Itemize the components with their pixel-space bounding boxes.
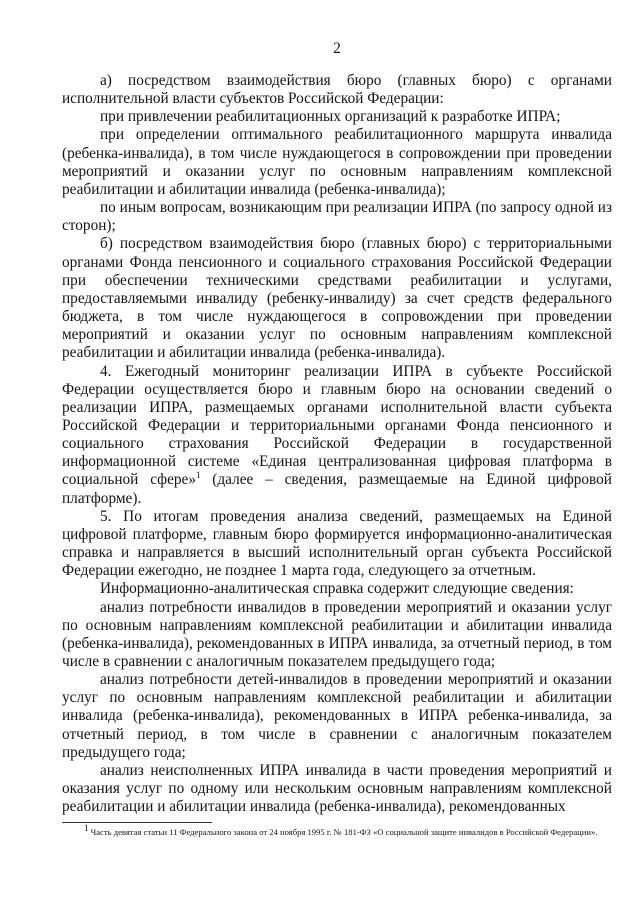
footnote bbox=[62, 823, 612, 838]
paragraph-3a-item-3: по иным вопросам, возникающим при реализации ИПРА (по запросу одной из сторон); bbox=[62, 199, 612, 235]
paragraph-report-contents: Информационно-аналитическая справка содержит следующие сведения: bbox=[100, 580, 574, 598]
page-number: 2 bbox=[333, 40, 341, 57]
paragraph-3a-intro: а) посредством взаимодействия бюро (главных бюро) с органами исполнительной власти субъектов Российской Федерации: bbox=[62, 72, 612, 108]
paragraph-analysis-adults: анализ потребности инвалидов в проведении мероприятий и оказании услуг по основным направлениям комплексной реабилитации и абилитации инвалида (ребенка-инвалида), рекомендованных в ИПРА инвалида, за отчетный период, в том числе в сравнении с аналогичным показателем предыдущего года; bbox=[62, 598, 612, 670]
paragraph-3a-item-1: при привлечении реабилитационных организаций к разработке ИПРА; bbox=[100, 108, 561, 126]
paragraph-3a-item-2: при определении оптимального реабилитационного маршрута инвалида (ребенка-инвалида), в том числе нуждающегося в сопровождении при проведении мероприятий и оказании услуг по основным направлениям комплексной реабилитации и абилитации инвалида (ребенка-инвалида); bbox=[62, 126, 612, 198]
paragraph-3b: б) посредством взаимодействия бюро (главных бюро) с территориальными органами Фонда пенсионного и социального страхования Российской Федерации при обеспечении техническими средствами реабилитации и услугами, предоставляемыми инвалиду (ребенку-инвалиду) за счет средств федерального бюджета, в том числе нуждающегося в сопровождении при проведении мероприятий и оказании услуг по основным направлениям комплексной реабилитации и абилитации инвалида (ребенка-инвалида). bbox=[62, 235, 612, 362]
footnote-text: Часть девятая статьи 11 Федерального закона от 24 ноября 1995 г. № 181-ФЗ «О социальной защите инвалидов в Российской Федерации». bbox=[90, 827, 598, 837]
paragraph-analysis-children: анализ потребности детей-инвалидов в проведении мероприятий и оказании услуг по основным направлениям комплексной реабилитации и абилитации инвалида (ребенка-инвалида), рекомендованных в ИПРА ребенка-инвалида, за отчетный период, в том числе в сравнении с аналогичным показателем предыдущего года; bbox=[62, 671, 612, 761]
footnote-marker: 1 bbox=[84, 823, 89, 834]
paragraph-4-text: 4. Ежегодный мониторинг реализации ИПРА в субъекте Российской Федерации осуществляется бюро и главным бюро на основании сведений о реализации ИПРА, размещаемых органами исполнительной власти субъекта Российской Федерации и территориальными органами Фонда пенсионного и социального страхования Российской Федерации в государственной информационной системе «Единая централизованная цифровая платформа в социальной сфере» bbox=[62, 362, 612, 489]
paragraph-4 bbox=[62, 363, 612, 508]
paragraph-5: 5. По итогам проведения анализа сведений, размещаемых на Единой цифровой платформе, главным бюро формируется информационно-аналитическая справка и направляется в высший исполнительный орган субъекта Российской Федерации ежегодно, не позднее 1 марта года, следующего за отчетным. bbox=[62, 507, 612, 580]
paragraph-4-tail: (далее – сведения, размещаемые на Единой цифровой платформе). bbox=[62, 471, 612, 507]
paragraph-analysis-unfulfilled: анализ неисполненных ИПРА инвалида в части проведения мероприятий и оказания услуг по одному или нескольким основным направлениям комплексной реабилитации и абилитации инвалида (ребенка-инвалида), рекомендованных bbox=[62, 761, 612, 816]
footnote-reference[interactable]: 1 bbox=[195, 470, 201, 481]
body-text bbox=[62, 72, 612, 816]
